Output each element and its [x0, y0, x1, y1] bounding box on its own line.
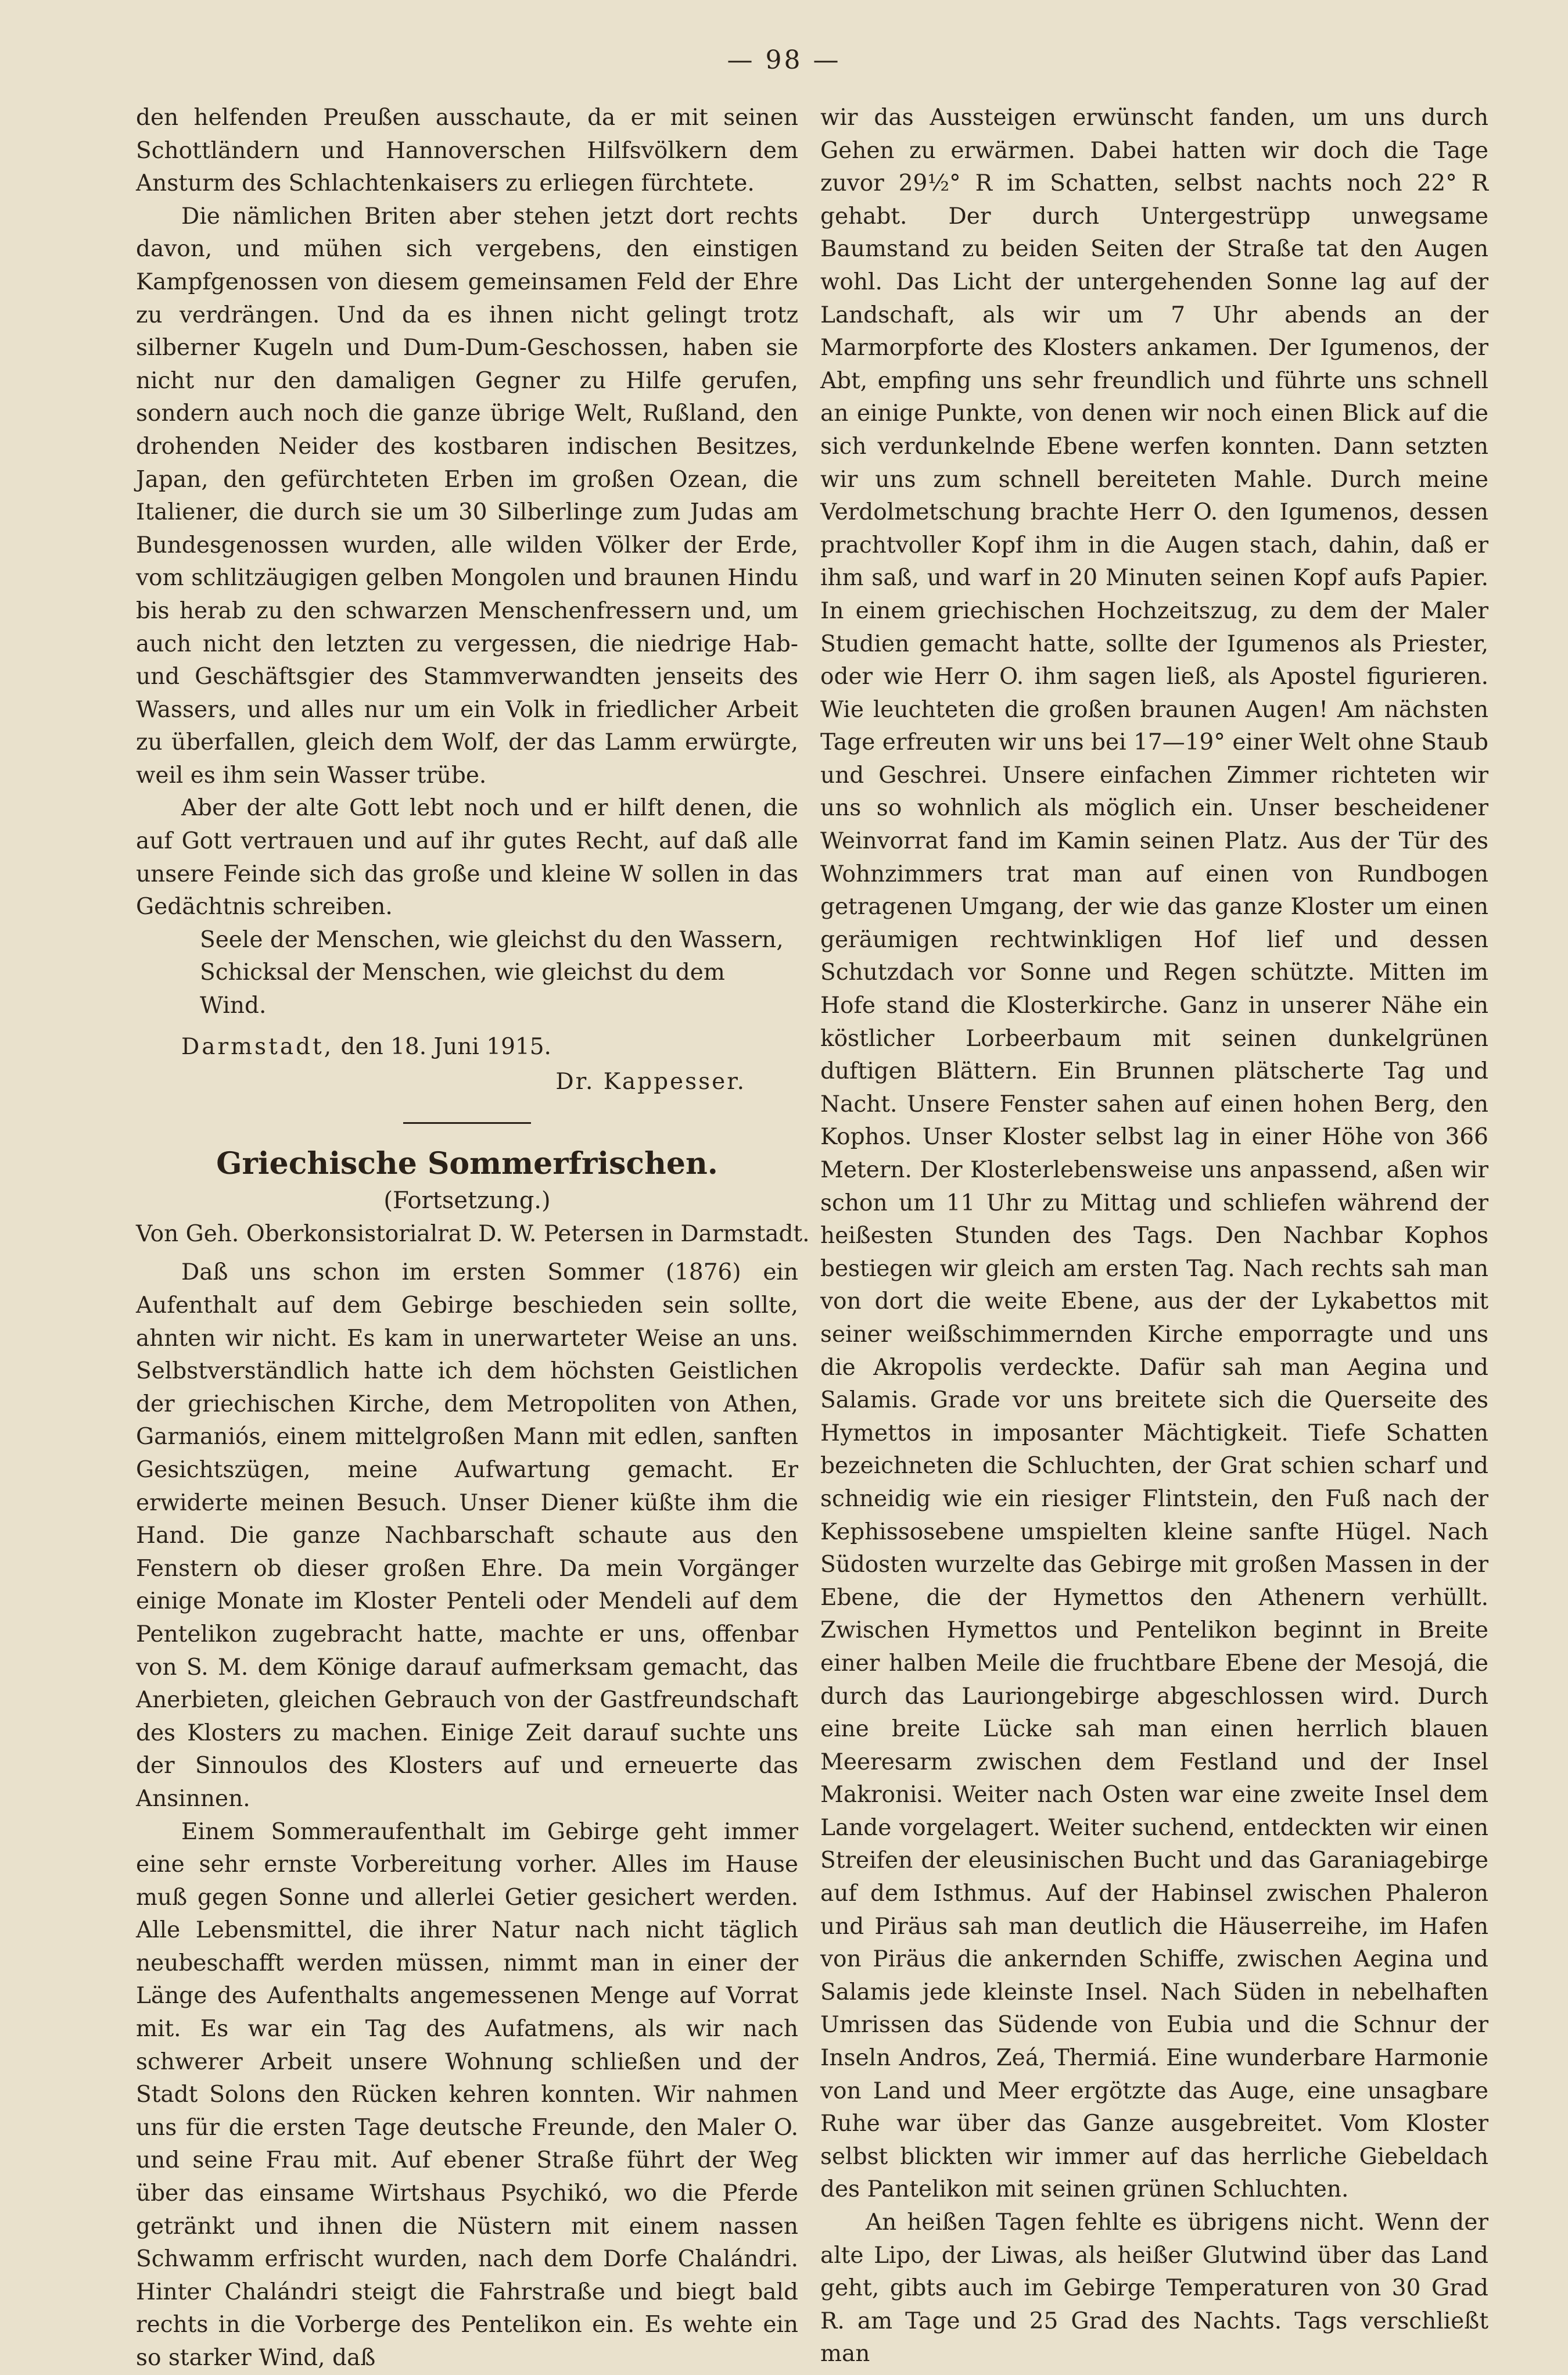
paragraph: Die nämlichen Briten aber stehen jetzt dort rechts davon, und mühen sich vergebens, den einstigen Kampfgenossen von diesem gemeinsamen Feld der Ehre zu verdrängen. Und da es ihnen nicht gelingt trotz silberner Kugeln und Dum-Dum-Geschossen, haben sie nicht nur den damaligen Gegner zu Hilfe gerufen, sondern auch noch die ganze übrige Welt, Rußland, den drohenden Neider des kostbaren indischen Besitzes, Japan, den gefürchteten Erben im großen Ozean, die Italiener, die durch sie um 30 Silberlinge zum Judas am Bundesgenossen wurden, alle wilden Völker der Erde, vom schlitzäugigen gelben Mongolen und braunen Hindu bis herab zu den schwarzen Menschenfressern und, um auch nicht den letzten zu vergessen, die niedrige Hab- und Geschäftsgier des Stammverwandten jenseits des Wassers, und alles nur um ein Volk in friedlicher Arbeit zu überfallen, gleich dem Wolf, der das Lamm erwürgte, weil es ihm sein Wasser trübe. [136, 203, 798, 789]
paragraph: wir das Aussteigen erwünscht fanden, um uns durch Gehen zu erwärmen. Dabei hatten wir doch die Tage zuvor 29½° R im Schatten, selbst nachts noch 22° R gehabt. Der durch Untergestrüpp unwegsame Baumstand zu beiden Seiten der Straße tat den Augen wohl. Das Licht der untergehenden Sonne lag auf der Landschaft, als wir um 7 Uhr abends an der Marmorpforte des Klosters ankamen. Der Igumenos, der Abt, empfing uns sehr freundlich und führte uns schnell an einige Punkte, von denen wir noch einen Blick auf die sich verdunkelnde Ebene werfen konnten. Dann setzten wir uns zum schnell bereiteten Mahle. Durch meine Verdolmetschung brachte Herr O. den Igumenos, dessen prachtvoller Kopf ihm in die Augen stach, dahin, daß er ihm saß, und warf in 20 Minuten seinen Kopf aufs Papier. In einem griechischen Hochzeitszug, zu dem der Maler Studien gemacht hatte, sollte der Igumenos als Priester, oder wie Herr O. ihm sagen ließ, als Apostel figurieren. Wie leuchteten die großen braunen Augen! Am nächsten Tage erfreuten wir uns bei 17—19° einer Welt ohne Staub und Geschrei. Unsere einfachen Zimmer richteten wir uns so wohnlich als möglich ein. Unser bescheidener Weinvorrat fand im Kamin seinen Platz. Aus der Tür des Wohnzimmers trat man auf einen von Rundbogen getragenen Umgang, der wie das ganze Kloster um einen geräumigen rechtwinkligen Hof lief und dessen Schutzdach vor Sonne und Regen schützte. Mitten im Hofe stand die Klosterkirche. Ganz in unserer Nähe ein köstlicher Lorbeerbaum mit seinen dunkelgrünen duftigen Blättern. Ein Brunnen plätscherte Tag und Nacht. Unsere Fenster sahen auf einen hohen Berg, den Kophos. Unser Kloster selbst lag in einer Höhe von 366 Metern. Der Klosterlebensweise uns anpassend, aßen wir schon um 11 Uhr zu Mittag und schliefen während der heißesten Stunden des Tags. Den Nachbar Kophos bestiegen wir gleich am ersten Tag. Nach rechts sah man von dort die weite Ebene, aus der der Lykabettos mit seiner weißschimmernden Kirche emporragte und uns die Akropolis verdeckte. Dafür sah man Aegina und Salamis. Grade vor uns breitete sich die Querseite des Hymettos in imposanter Mächtigkeit. Tiefe Schatten bezeichneten die Schluchten, der Grat schien scharf und schneidig wie ein riesiger Flintstein, den Fuß nach der Kephissosebene umspielten kleine sanfte Hügel. Nach Südosten wurzelte das Gebirge mit großen Massen in der Ebene, die der Hymettos den Athenern verhüllt. Zwischen Hymettos und Pentelikon beginnt in Breite einer halben Meile die fruchtbare Ebene der Mesojá, die durch das Lauriongebirge abgeschlossen wird. Durch eine breite Lücke sah man einen herrlich blauen Meeresarm zwischen dem Festland und der Insel Makronisi. Weiter nach Osten war eine zweite Insel dem Lande vorgelagert. Weiter suchend, entdeckten wir einen Streifen der eleusinischen Bucht und das Garaniagebirge auf dem Isthmus. Auf der Habinsel zwischen Phaleron und Piräus sah man deutlich die Häuserreihe, im Hafen von Piräus die ankernden Schiffe, zwischen Aegina und Salamis jede kleinste Insel. Nach Süden in nebelhaften Umrissen das Südende von Eubia und die Schnur der Inseln Andros, Zeá, Thermiá. Eine wunderbare Harmonie von Land und Meer ergötzte das Auge, eine unsagbare Ruhe war über das Ganze ausgebreitet. Vom Kloster selbst blickten wir immer auf das herrliche Giebeldach des Pantelikon mit seinen grünen Schluchten. [820, 105, 1488, 2203]
page-number: — 98 — [727, 45, 841, 75]
paragraph: Einem Sommeraufenthalt im Gebirge geht immer eine sehr ernste Vorbereitung vorher. Alles im Hause muß gegen Sonne und allerlei Getier gesichert werden. Alle Lebensmittel, die ihrer Natur nach nicht täglich neubeschafft werden müssen, nimmt man in einer der Länge des Aufenthalts angemessenen Menge auf Vorrat mit. Es war ein Tag des Aufatmens, als wir nach schwerer Arbeit unsere Wohnung schließen und der Stadt Solons den Rücken kehren konnten. Wir nahmen uns für die ersten Tage deutsche Freunde, den Maler O. und seine Frau mit. Auf ebener Straße führt der Weg über das einsame Wirtshaus Psychikó, wo die Pferde getränkt und ihnen die Nüstern mit einem nassen Schwamm erfrischt wurden, nach dem Dorfe Chalándri. Hinter Chalándri steigt die Fahrstraße und biegt bald rechts in die Vorberge des Pentelikon ein. Es wehte ein so starker Wind, daß [136, 1818, 798, 2371]
byline: Von Geh. Oberkonsistorialrat D. W. Petersen in Darmstadt. [136, 1220, 810, 1247]
continuation-note: (Fortsetzung.) [383, 1187, 551, 1214]
paragraph: den helfenden Preußen ausschaute, da er mit seinen Schottländern und Hannoverschen Hilfsvölkern dem Ansturm des Schlachtenkaisers zu erliegen fürchtete. [136, 105, 798, 197]
left-column [136, 102, 810, 2375]
verse-line: Schicksal der Menschen, wie gleichst du dem Wind. [200, 959, 725, 1019]
article-title: Griechische Sommerfrischen. [216, 1145, 718, 1181]
dateline-date: den 18. Juni 1915. [340, 1033, 551, 1060]
right-column [820, 102, 1488, 2371]
paragraph: Daß uns schon im ersten Sommer (1876) ein Aufenthalt auf dem Gebirge beschieden sein sollte, ahnten wir nicht. Es kam in unerwarteter Weise an uns. Selbstverständlich hatte ich dem höchsten Geistlichen der griechischen Kirche, dem Metropoliten von Athen, Garmaniós, einem mittelgroßen Mann mit edlen, sanften Gesichtszügen, meine Aufwartung gemacht. Er erwiderte meinen Besuch. Unser Diener küßte ihm die Hand. Die ganze Nachbarschaft schaute aus den Fenstern ob dieser großen Ehre. Da mein Vorgänger einige Monate im Kloster Penteli oder Mendeli auf dem Pentelikon zugebracht hatte, machte er uns, offenbar von S. M. dem Könige darauf aufmerksam gemacht, das Anerbieten, gleichen Gebrauch von der Gastfreundschaft des Klosters zu machen. Einige Zeit darauf suchte uns der Sinnoulos des Klosters auf und erneuerte das Ansinnen. [136, 1259, 798, 1812]
verse [200, 924, 798, 1023]
section-divider [403, 1122, 531, 1124]
verse-line: Seele der Menschen, wie gleichst du den Wassern, [200, 926, 784, 953]
paragraph: An heißen Tagen fehlte es übrigens nicht. Wenn der alte Lipo, der Liwas, als heißer Glutwind über das Land geht, gibts auch im Gebirge Temperaturen von 30 Grad R. am Tage und 25 Grad des Nachts. Tags verschließt man [820, 2209, 1488, 2367]
signature: Dr. Kappesser. [555, 1069, 746, 1095]
paragraph: Aber der alte Gott lebt noch und er hilft denen, die auf Gott vertrauen und auf ihr gutes Recht, auf daß alle unsere Feinde sich das große und kleine W sollen in das Gedächtnis schreiben. [136, 795, 798, 920]
dateline-place: Darmstadt, [181, 1033, 334, 1060]
dateline [136, 1031, 798, 1064]
